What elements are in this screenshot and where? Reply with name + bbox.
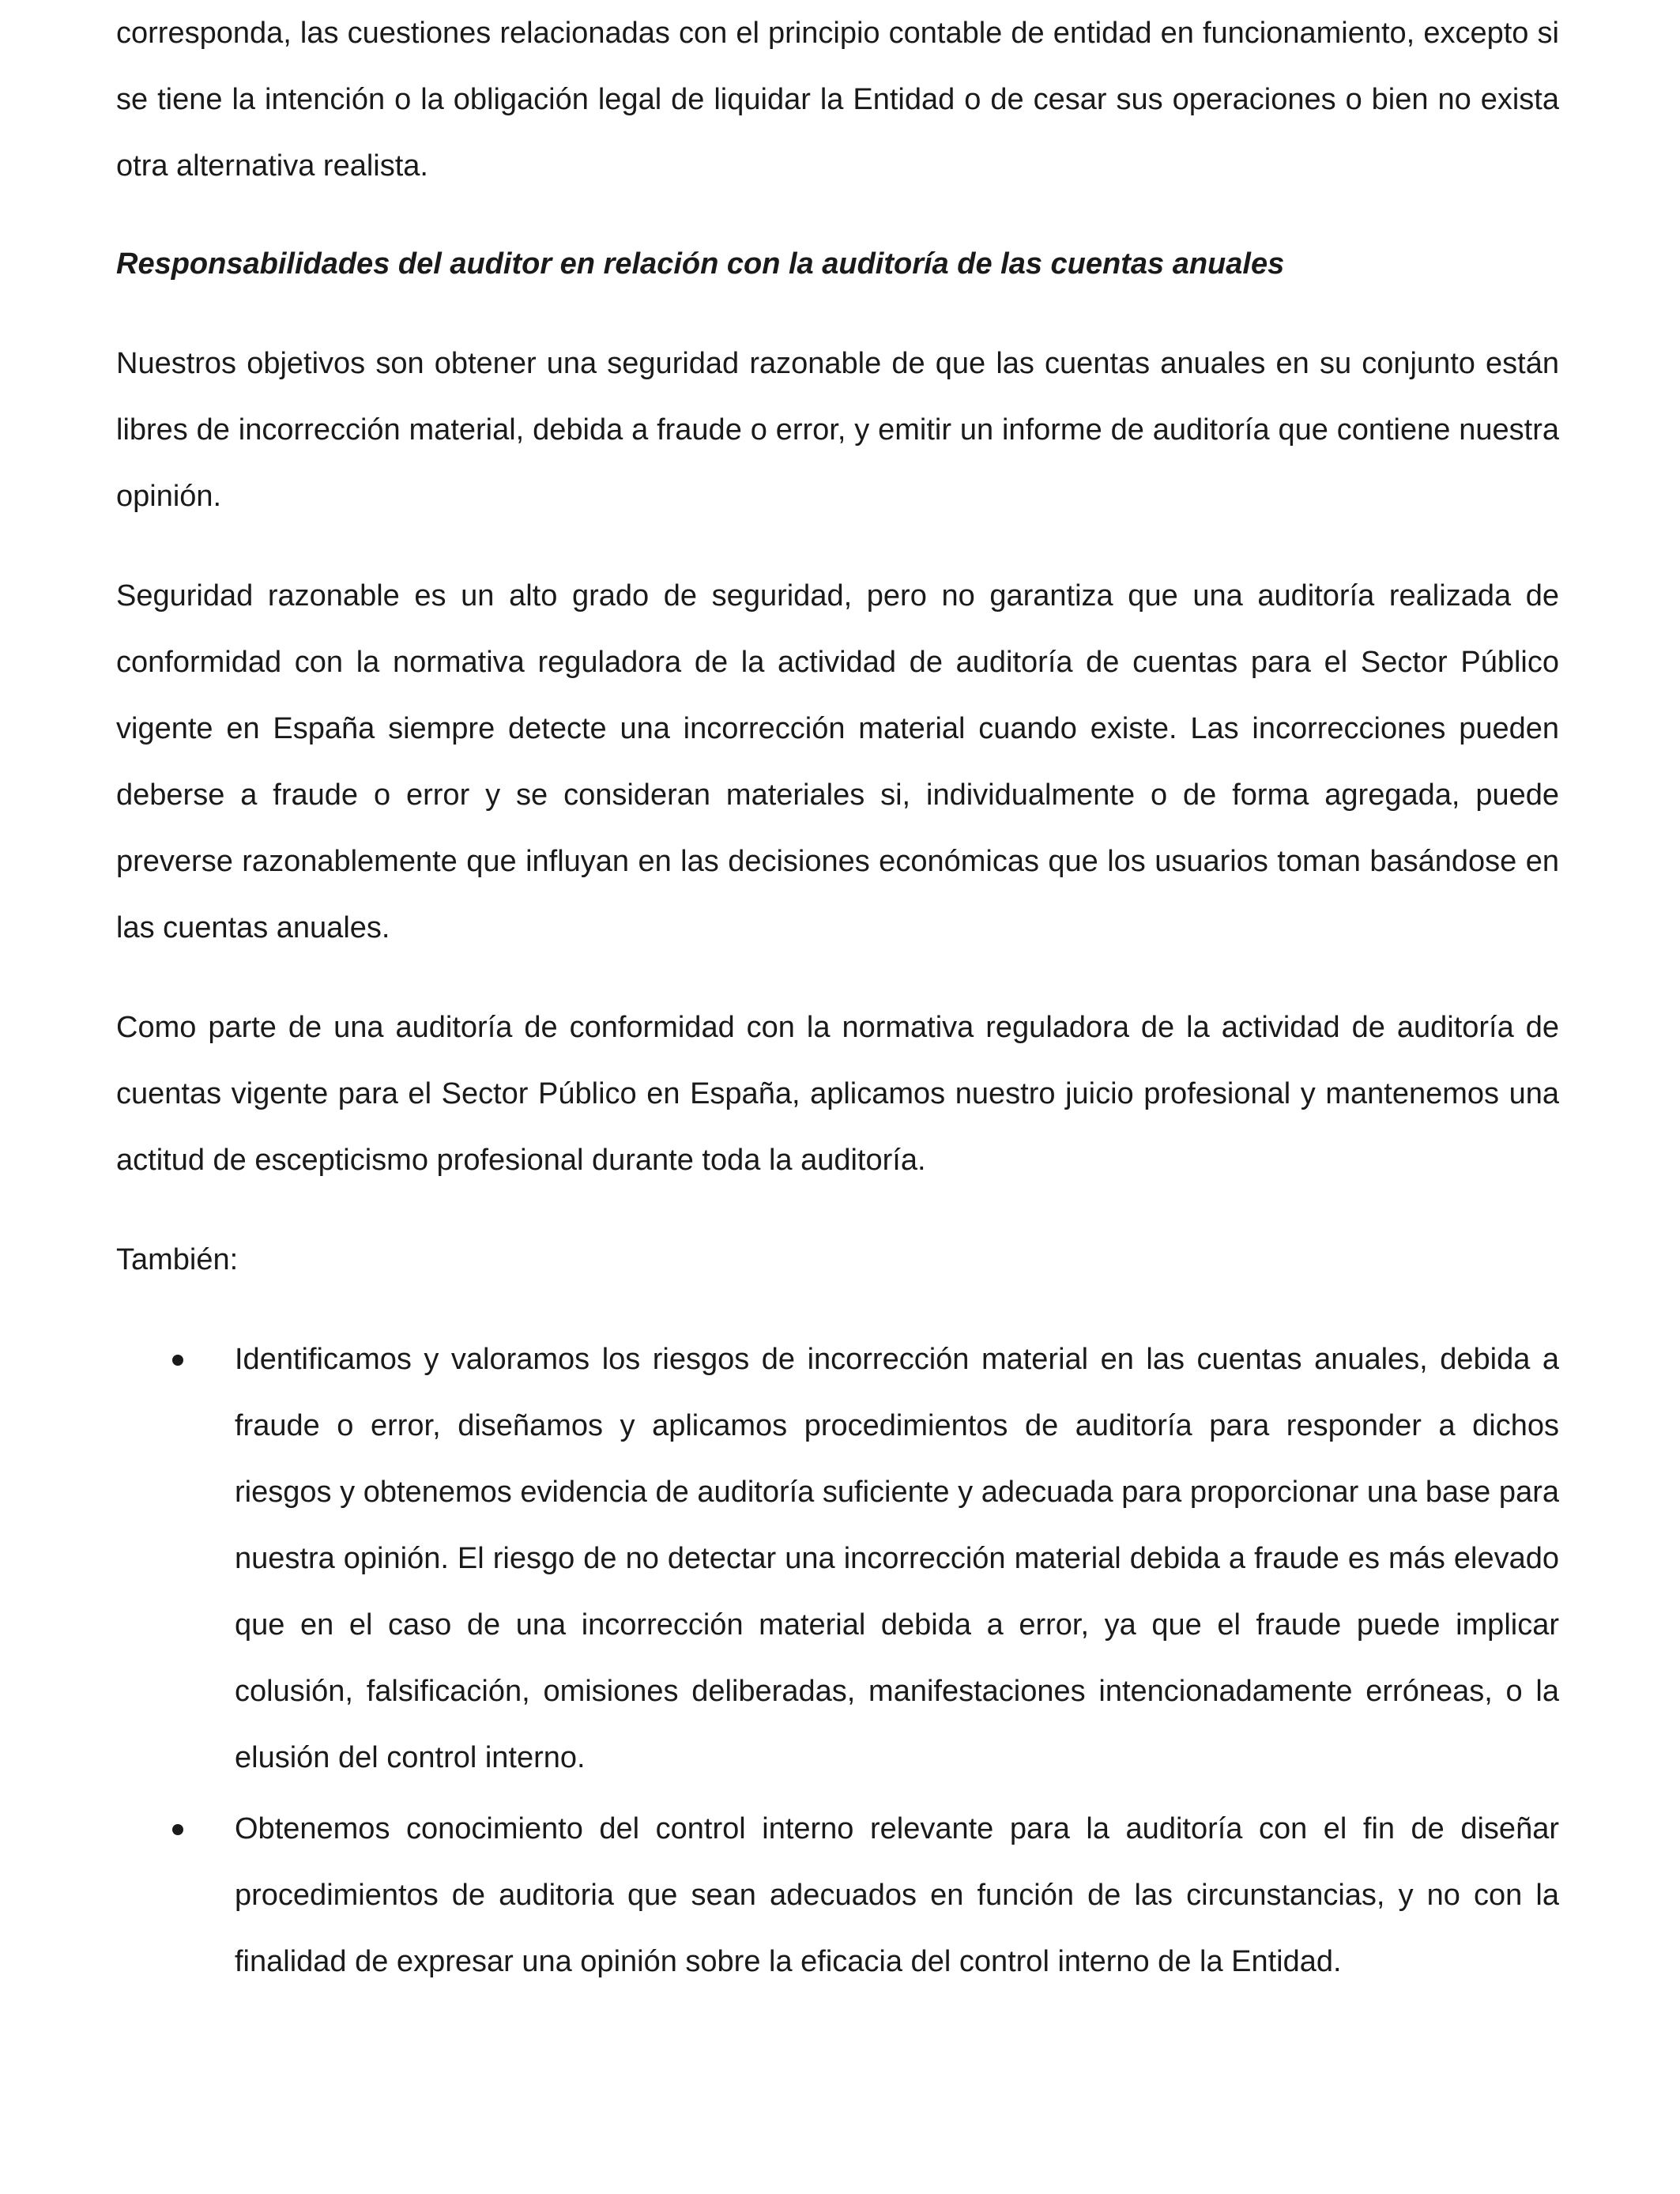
- bullet-icon: [172, 1355, 183, 1366]
- paragraph-professional-judgement: Como parte de una auditoría de conformidad con la normativa reguladora de la actividad de auditoría de cuentas vigente para el Sector Público en España, aplicamos nuestro juicio profesional y mantenemos una actitud de escepticismo profesional durante toda la auditoría.: [116, 1011, 1559, 1177]
- paragraph-going-concern: corresponda, las cuestiones relacionadas con el principio contable de entidad en funcionamiento, excepto si se tiene la intención o la obligación legal de liquidar la Entidad o de cesar sus operaciones o bien no exista otra alternativa realista.: [116, 17, 1559, 183]
- paragraph-reasonable-assurance: Seguridad razonable es un alto grado de seguridad, pero no garantiza que una auditoría realizada de conformidad con la normativa reguladora de la actividad de auditoría de cuentas para el Sector Público vigente en España siempre detecte una incorrección material cuando existe. Las incorrecciones pueden deberse a fraude o error y se consideran materiales si, individualmente o de forma agregada, puede preverse razonablemente que influyan en las decisiones económicas que los usuarios toman basándose en las cuentas anuales.: [116, 579, 1559, 944]
- list-item: [116, 1796, 1559, 1995]
- bullet-icon: [172, 1824, 183, 1835]
- paragraph-objectives: Nuestros objetivos son obtener una seguridad razonable de que las cuentas anuales en su conjunto están libres de incorrección material, debida a fraude o error, y emitir un informe de auditoría que contiene nuestra opinión.: [116, 347, 1559, 513]
- list-item-text: Identificamos y valoramos los riesgos de incorrección material en las cuentas anuales, debida a fraude o error, diseñamos y aplicamos procedimientos de auditoría para responder a dichos riesgos y obtenemos evidencia de auditoría suficiente y adecuada para proporcionar una base para nuestra opinión. El riesgo de no detectar una incorrección material debida a fraude es más elevado que en el caso de una incorrección material debida a error, ya que el fraude puede implicar colusión, falsificación, omisiones deliberadas, manifestaciones intencionadamente erróneas, o la elusión del control interno.: [235, 1343, 1559, 1774]
- section-heading: Responsabilidades del auditor en relación con la auditoría de las cuentas anuales: [116, 247, 1285, 281]
- bullet-list: [116, 1326, 1559, 1995]
- list-item: [116, 1326, 1559, 1791]
- paragraph-tambien: También:: [116, 1243, 239, 1276]
- list-item-text: Obtenemos conocimiento del control interno relevante para la auditoría con el fin de diseñar procedimientos de auditoria que sean adecuados en función de las circunstancias, y no con la finalidad de expresar una opinión sobre la eficacia del control interno de la Entidad.: [235, 1812, 1559, 1978]
- document-page: [116, 0, 1559, 1995]
